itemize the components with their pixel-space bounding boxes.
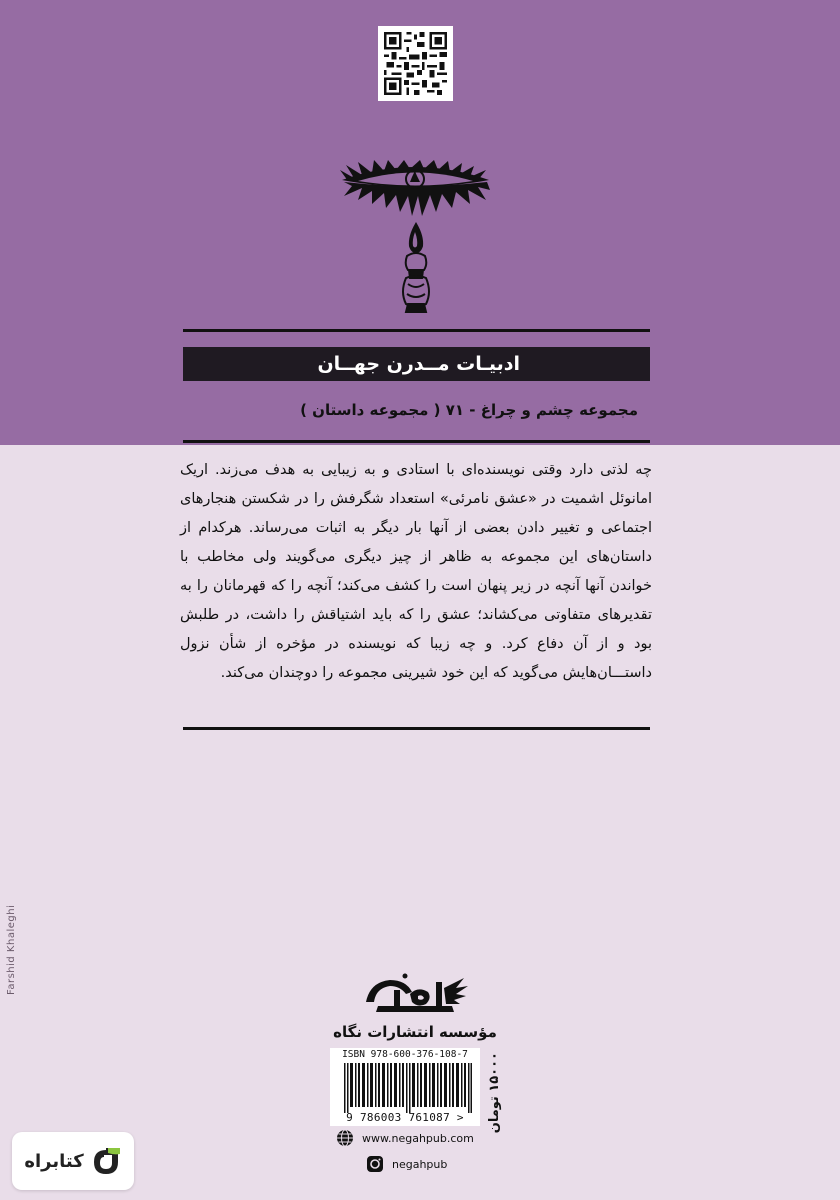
barcode-number: 9 786003 761087 > xyxy=(346,1111,464,1124)
designer-credit: Farshid Khaleghi xyxy=(6,904,17,995)
oil-lamp-icon xyxy=(396,222,436,316)
bottom-divider xyxy=(183,727,650,730)
website-row[interactable] xyxy=(336,1128,516,1148)
isbn-label: ISBN 978-600-376-108-7 xyxy=(342,1049,468,1060)
series-title-bar: ادبیـات مــدرن جهــان xyxy=(183,347,650,381)
book-blurb: چه لذتی دارد وقتی نویسنده‌ای با استادی و به زیبایی به هدف می‌زند. اریک امانوئل اشمیت در «عشق نامرئی» استعداد شگرفش را در شکستن هنجارهای اجتماعی و تغییر دادن بعضی از آنها بار دیگر به اثبات می‌رساند. هرکدام از داستان‌های این مجموعه به ظاهر از چیز دیگری می‌گویند ولی مخاطب با خواندن آنها آنچه در زیر پنهان است را کشف می‌کند؛ آنچه را که قهرمانان را به تقدیرهای متفاوتی می‌کشاند؛ عشق را که باید اشتیاقش را داشت، در طلبش بود و از آن دفاع کرد. و چه زیبا که نویسنده در مؤخره از شأن نزول داستـــان‌هایش می‌گوید که این خود شیرینی مجموعه را دوچندان می‌کند. xyxy=(180,462,652,681)
barcode-bars xyxy=(344,1063,472,1113)
isbn-barcode xyxy=(330,1048,480,1126)
instagram-icon xyxy=(366,1155,384,1173)
negah-logo xyxy=(360,968,470,1020)
ketabrah-badge xyxy=(12,1132,134,1190)
price-text: ۱۵۰۰۰ تومان xyxy=(487,1052,502,1134)
instagram-row[interactable] xyxy=(366,1154,496,1174)
globe-icon xyxy=(336,1129,354,1147)
price-label xyxy=(483,1052,507,1134)
series-subtitle: مجموعه چشم و چراغ - ۷۱ ( مجموعه داستان ) xyxy=(300,401,638,419)
middle-divider xyxy=(183,440,650,443)
top-divider xyxy=(183,329,650,332)
ketabrah-logo xyxy=(90,1145,122,1177)
website-url[interactable]: www.negahpub.com xyxy=(362,1131,474,1145)
qr-code-icon[interactable] xyxy=(378,26,453,101)
instagram-handle[interactable]: negahpub xyxy=(392,1157,448,1171)
eye-icon xyxy=(338,160,493,222)
ketabrah-label: کتابراه xyxy=(24,1150,84,1172)
publisher-name: مؤسسه انتشارات نگاه xyxy=(333,1023,497,1041)
